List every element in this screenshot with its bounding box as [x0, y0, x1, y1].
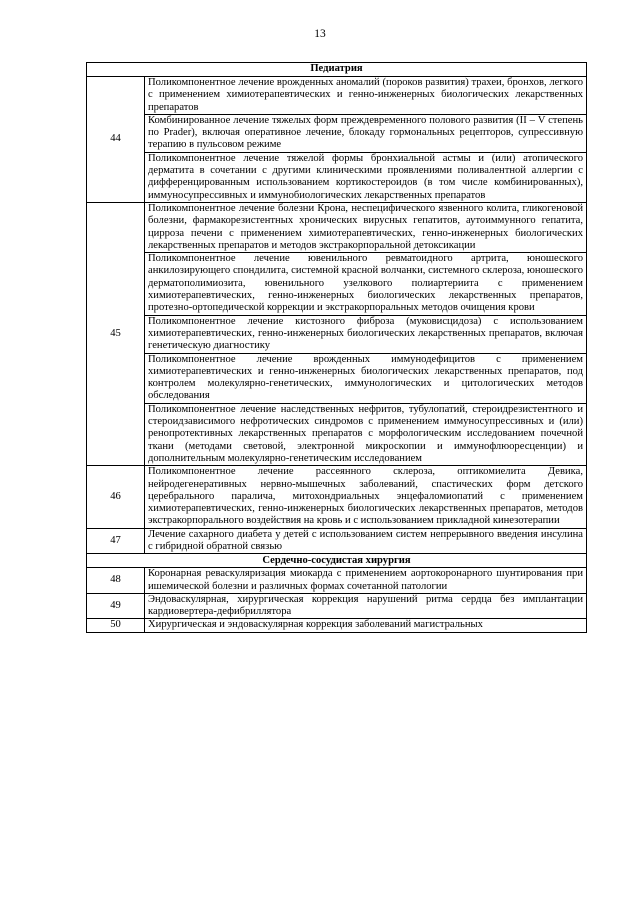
table-row — [87, 466, 587, 528]
table-row — [87, 114, 587, 152]
row-number: 44 — [87, 77, 145, 203]
table-row — [87, 528, 587, 554]
service-description: Комбинированное лечение тяжелых форм преждевременного полового развития (II – V степень по Prader), включая оперативное лечение, блокаду гормональных рецепторов, супрессивную терапию в пульсовом режиме — [145, 114, 587, 152]
table-row — [87, 353, 587, 403]
service-description: Поликомпонентное лечение врожденных аномалий (пороков развития) трахеи, бронхов, легкого с применением химиотерапевтических и генно-инженерных биологических лекарственных препаратов — [145, 77, 587, 115]
page-number: 13 — [314, 28, 326, 40]
table-row — [87, 403, 587, 465]
row-number: 47 — [87, 528, 145, 554]
table-row — [87, 202, 587, 252]
service-description-text: Хирургическая и эндоваскулярная коррекция заболеваний магистральных — [148, 619, 483, 631]
table-row — [87, 568, 587, 594]
service-description — [145, 619, 587, 632]
service-description: Поликомпонентное лечение кистозного фиброза (муковисцидоза) с использованием химиотерапевтических, генно-инженерных биологических лекарственных препаратов, включая генетическую диагностику — [145, 315, 587, 353]
table-row — [87, 619, 587, 632]
section-title: Педиатрия — [87, 63, 587, 77]
service-description: Лечение сахарного диабета у детей с использованием систем непрерывного введения инсулина с гибридной обратной связью — [145, 528, 587, 554]
table-row — [87, 315, 587, 353]
service-description: Коронарная реваскуляризация миокарда с применением аортокоронарного шунтирования при ишемической болезни и различных формах сочетанной патологии — [145, 568, 587, 594]
table-row — [87, 253, 587, 315]
service-description: Поликомпонентное лечение тяжелой формы бронхиальной астмы и (или) атопического дерматита в сочетании с другими клиническими проявлениями поливалентной аллергии с дифференцированным использованием кортикостероидов (в том числе комбинированных), иммуносупрессивных и иммунобиологических лекарственных препаратов — [145, 152, 587, 202]
services-table — [86, 62, 587, 633]
row-number: 48 — [87, 568, 145, 594]
row-number: 46 — [87, 466, 145, 528]
service-description: Поликомпонентное лечение наследственных нефритов, тубулопатий, стероидрезистентного и стероидзависимого нефротических синдромов с применением иммуносупрессивных и (или) ренопротективных лекарственных препаратов с морфологическим исследованием почечной ткани (методами световой, электронной микроскопии и иммунофлюоресценции) и дополнительным молекулярно-генетическим исследованием — [145, 403, 587, 465]
section-header-row — [87, 554, 587, 568]
service-description: Поликомпонентное лечение рассеянного склероза, оптикомиелита Девика, нейродегенеративных нервно-мышечных заболеваний, спастических форм детского церебрального паралича, митохондриальных энцефаломиопатий с применением химиотерапевтических, генно-инженерных биологических лекарственных препаратов, методов экстракорпорального воздействия на кровь и с использованием прикладной кинезотерапии — [145, 466, 587, 528]
table-row — [87, 77, 587, 115]
service-description: Поликомпонентное лечение болезни Крона, неспецифического язвенного колита, гликогеновой болезни, фармакорезистентных хронических вирусных гепатитов, аутоиммунного гепатита, цирроза печени с применением химиотерапевтических, генно-инженерных биологических лекарственных препаратов и методов экстракорпоральной детоксикации — [145, 202, 587, 252]
table-row — [87, 152, 587, 202]
service-description: Поликомпонентное лечение врожденных иммунодефицитов с применением химиотерапевтических и генно-инженерных биологических лекарственных препаратов, под контролем молекулярно-генетических, иммунологических и цитологических методов обследования — [145, 353, 587, 403]
service-description: Эндоваскулярная, хирургическая коррекция нарушений ритма сердца без имплантации кардиовертера-дефибриллятора — [145, 593, 587, 619]
section-title: Сердечно-сосудистая хирургия — [87, 554, 587, 568]
row-number: 49 — [87, 593, 145, 619]
row-number: 50 — [87, 619, 145, 632]
row-number: 45 — [87, 202, 145, 465]
section-header-row — [87, 63, 587, 77]
service-description: Поликомпонентное лечение ювенильного ревматоидного артрита, юношеского анкилозирующего спондилита, системной красной волчанки, системного склероза, юношеского дерматополимиозита, ювенильного узелкового полиартериита с применением химиотерапевтических, генно-инженерных биологических лекарственных препаратов, протезно-ортопедической коррекции и экстракорпоральных методов очищения крови — [145, 253, 587, 315]
table-row — [87, 593, 587, 619]
